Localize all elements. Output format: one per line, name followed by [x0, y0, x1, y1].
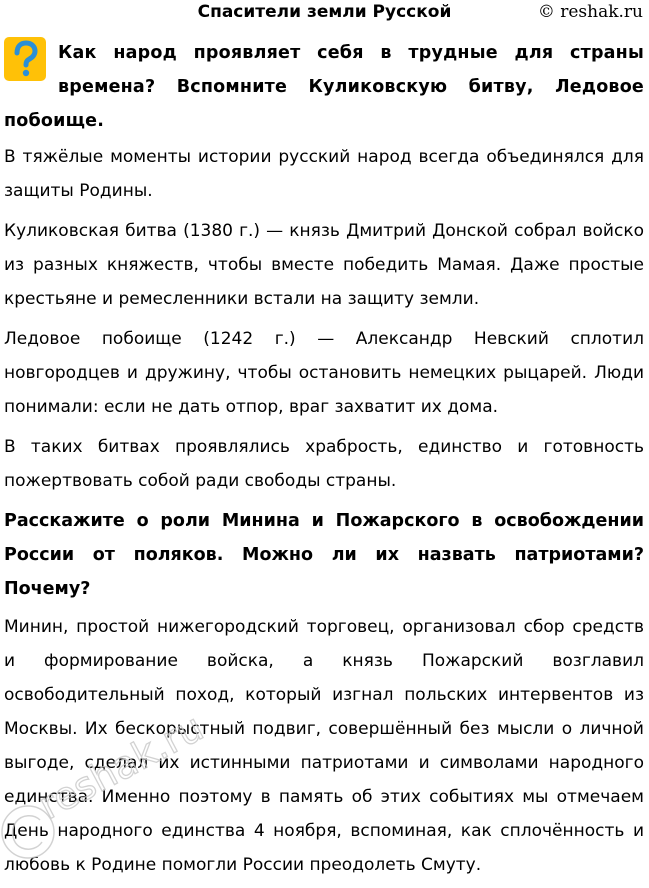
main-content — [4, 36, 644, 888]
page-title: Спасители земли Русской — [197, 2, 452, 22]
answer-2-paragraph-1: Минин, простой нижегородский торговец, организовал сбор средств и формирование войска, а князь Пожарский возглавил освободительный поход, который изгнал польских интервентов из Москвы. Их бескорыстный подвиг, совершённый без мысли о личной выгоде, сделал их истинными патриотами и символами народного единства. Именно поэтому в память об этих событиях мы отмечаем День народного единства 4 ноября, вспоминая, как сплочённость и любовь к Родине помогли России преодолеть Смуту. — [4, 617, 644, 875]
question-1: Как народ проявляет себя в трудные для страны времена? Вспомните Куликовскую битву, Ледовое побоище. — [4, 43, 644, 131]
page-header — [0, 0, 649, 26]
watermark-text: reshak.ru — [31, 704, 211, 828]
question-2: Расскажите о роли Минина и Пожарского в освобождении России от поляков. Можно ли их назвать патриотами? Почему? — [4, 511, 644, 599]
site-credit[interactable]: © reshak.ru — [537, 2, 643, 22]
answer-1-paragraph-2: Куликовская битва (1380 г.) — князь Дмитрий Донской собрал войско из разных княжеств, чтобы вместе победить Мамая. Даже простые крестьяне и ремесленники встали на защиту земли. — [4, 221, 644, 309]
answer-1-paragraph-3: Ледовое побоище (1242 г.) — Александр Невский сплотил новгородцев и дружину, чтобы остановить немецких рыцарей. Люди понимали: если не дать отпор, враг захватит их дома. — [4, 329, 644, 417]
answer-1-paragraph-4: В таких битвах проявлялись храбрость, единство и готовность пожертвовать собой ради свободы страны. — [4, 437, 644, 491]
answer-1-paragraph-1: В тяжёлые моменты истории русский народ всегда объединялся для защиты Родины. — [4, 147, 644, 201]
question-mark-icon — [4, 37, 46, 81]
